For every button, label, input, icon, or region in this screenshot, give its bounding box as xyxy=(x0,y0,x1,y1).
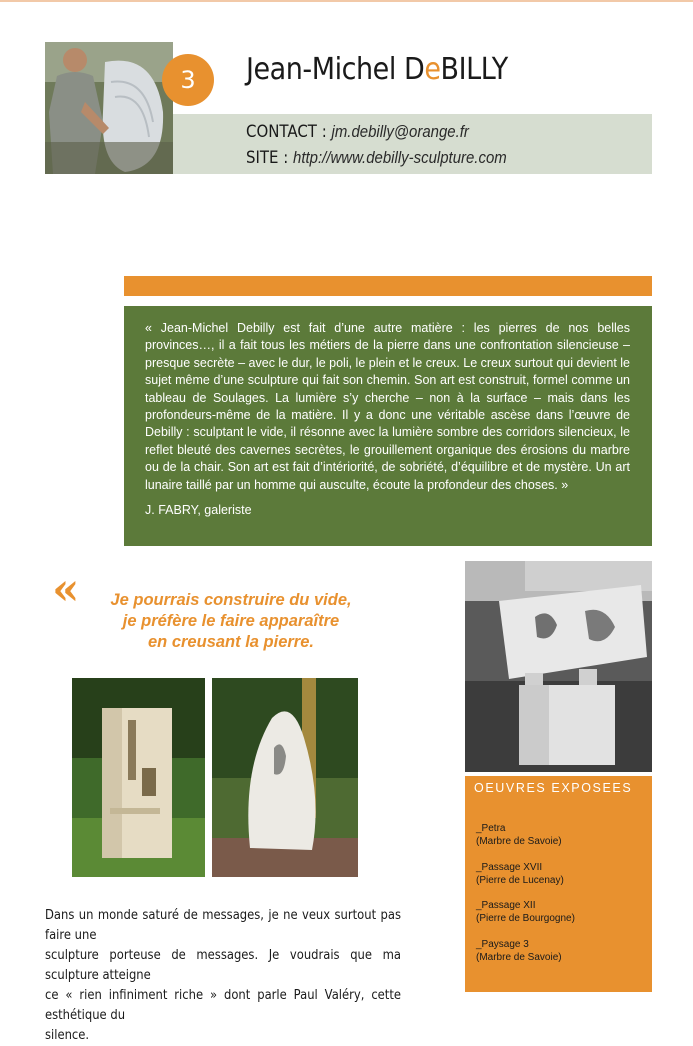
statement-line: Dans un monde saturé de messages, je ne veux surtout pas faire une xyxy=(45,908,401,943)
work-item-petra xyxy=(476,822,562,848)
pull-quote-line-2: je préfère le faire apparaître xyxy=(122,612,340,630)
work-name: _Passage XII xyxy=(476,900,536,911)
statement-line: ce « rien infiniment riche » dont parle Paul Valéry, cette esthétique du xyxy=(45,988,401,1023)
artist-number-badge: 3 xyxy=(162,54,214,106)
work-name: _Petra xyxy=(476,823,506,834)
statement-line: sculpture porteuse de messages. Je voudrais que ma sculpture atteigne xyxy=(45,948,401,983)
contact-row xyxy=(246,122,469,142)
artist-name-prefix: Jean-Michel D xyxy=(246,52,425,87)
site-label: SITE : xyxy=(246,148,294,168)
work-name: _Passage XVII xyxy=(476,862,543,873)
site-url-link[interactable]: http://www.debilly-sculpture.com xyxy=(293,148,507,167)
work-item-paysage-3 xyxy=(476,938,562,964)
oeuvres-title: OEUVRES EXPOSEES xyxy=(474,781,633,795)
work-item-passage-xii xyxy=(476,899,575,925)
artist-name xyxy=(246,52,508,87)
artist-portrait-photo xyxy=(45,42,173,174)
orange-divider-bar xyxy=(124,276,652,296)
critic-quote-author: J. FABRY, galeriste xyxy=(145,503,252,518)
artist-name-accent: e xyxy=(424,52,441,87)
site-row xyxy=(246,148,507,168)
contact-email-link[interactable]: jm.debilly@orange.fr xyxy=(331,122,469,141)
artist-statement xyxy=(45,906,401,1046)
work-material: (Marbre de Savoie) xyxy=(476,836,562,847)
artist-name-suffix: BILLY xyxy=(440,52,508,87)
work-item-passage-xvii xyxy=(476,861,564,887)
sculpture-photo-2 xyxy=(212,678,358,877)
critic-quote-box xyxy=(124,306,652,546)
work-name: _Paysage 3 xyxy=(476,939,529,950)
top-rule xyxy=(0,0,693,2)
work-material: (Marbre de Savoie) xyxy=(476,952,562,963)
work-material: (Pierre de Lucenay) xyxy=(476,875,564,886)
critic-quote-text: « Jean-Michel Debilly est fait d’une autre matière : les pierres de nos belles provinces…, il a fait tous les métiers de la pierre dans une confrontation silencieuse – presque secrète – avec le dur, le poli, le plein et le creux. Le creux surtout qui devient le sujet même d’une sculpture qui fait son chemin. Son art est construit, formel comme un tableau de Soulages. La lumière s’y cherche – non à la surface – mais dans les profondeurs-même de la matière. Il y a donc une véritable ascèse dans l’œuvre de Debilly : sculptant le vide, il résonne avec la lumière sombre des corridors silencieux, le reflet bleuté des cavernes secrètes, le grouillement organique des érosions du marbre ou de la chair. Son art est fait d’intériorité, de sobriété, d’équilibre et de mystère. Un art lunaire taillé par un homme qui ausculte, écoute la profondeur des choses. » xyxy=(145,321,631,492)
pull-quote-line-3: en creusant la pierre. xyxy=(148,633,314,651)
pull-quote-line-1: Je pourrais construire du vide, xyxy=(110,591,352,609)
sculpture-photo-1 xyxy=(72,678,205,877)
sculpture-photo-3 xyxy=(465,561,652,772)
open-quote-mark: « xyxy=(52,564,80,615)
work-material: (Pierre de Bourgogne) xyxy=(476,913,575,924)
contact-label: CONTACT : xyxy=(246,122,332,142)
statement-line: silence. xyxy=(45,1028,90,1043)
